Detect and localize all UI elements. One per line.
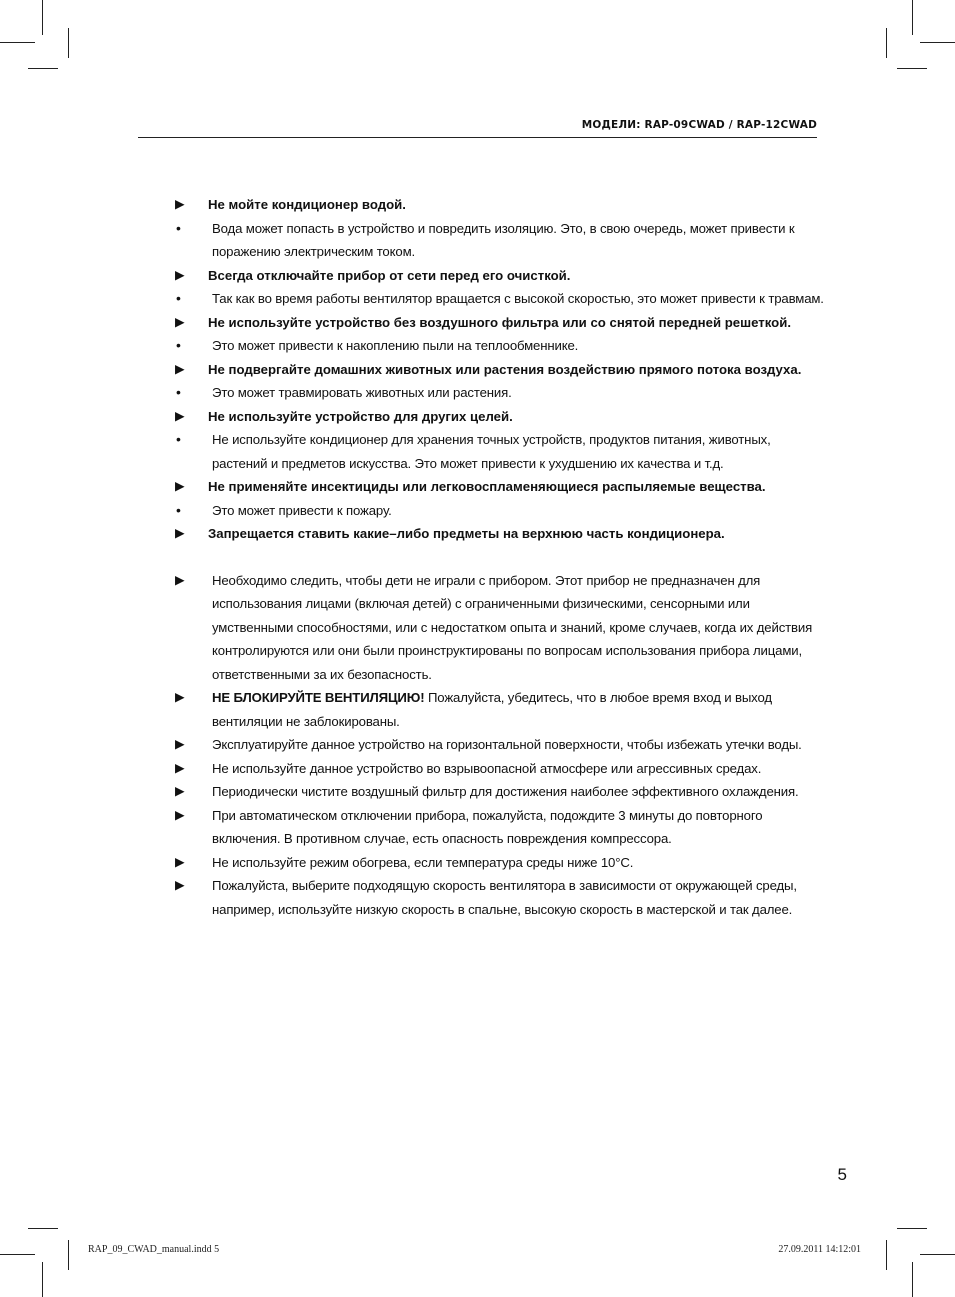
header-rule	[138, 137, 817, 138]
triangle-bullet-icon: ▶	[175, 737, 185, 751]
triangle-bullet-icon: ▶	[175, 479, 185, 493]
crop-mark	[68, 28, 69, 58]
rule-detail: • Вода может попасть в устройство и повредить изоляцию. Это, в свою очередь, может привести к поражению электрическим током.	[175, 217, 825, 264]
triangle-bullet-icon: ▶	[175, 526, 185, 540]
note-item: ▶ НЕ БЛОКИРУЙТЕ ВЕНТИЛЯЦИЮ! Пожалуйста, убедитесь, что в любое время вход и выход вентиляции не заблокированы.	[175, 686, 825, 733]
note-item: ▶ Не используйте данное устройство во взрывоопасной атмосфере или агрессивных средах.	[175, 757, 825, 781]
footer-datetime-slug: 27.09.2011 14:12:01	[778, 1244, 861, 1255]
crop-mark	[886, 1240, 887, 1270]
rule-title: ▶ Не мойте кондиционер водой.	[175, 193, 825, 217]
crop-mark	[0, 1254, 35, 1255]
dot-bullet-icon: •	[176, 501, 181, 518]
safety-content	[175, 193, 825, 921]
crop-mark	[920, 42, 955, 43]
ventilation-warning: НЕ БЛОКИРУЙТЕ ВЕНТИЛЯЦИЮ!	[212, 690, 425, 705]
dot-bullet-icon: •	[176, 290, 181, 306]
triangle-bullet-icon: ▶	[175, 878, 185, 892]
triangle-bullet-icon: ▶	[175, 572, 185, 587]
triangle-bullet-icon: ▶	[175, 807, 185, 822]
triangle-bullet-icon: ▶	[175, 267, 185, 282]
dot-bullet-icon: •	[176, 219, 181, 236]
rule-detail: • Не используйте кондиционер для хранения точных устройств, продуктов питания, животных, растений и предметов искусства. Это может привести к ухудшению их качества и т.д.	[175, 428, 825, 475]
rule-detail: • Это может привести к накоплению пыли на теплообменнике.	[175, 334, 825, 358]
rule-detail: • Это может травмировать животных или растения.	[175, 381, 825, 405]
note-item: ▶ Необходимо следить, чтобы дети не играли с прибором. Этот прибор не предназначен для использования лицами (включая детей) с ограниченными физическими, сенсорными или умственными способностями, или с недостатком опыта и знаний, кроме случаев, когда их действия контролируются или они были проинструктированы по вопросам использования прибора лицами, ответственными за их безопасность.	[175, 569, 825, 687]
crop-mark	[28, 1228, 58, 1229]
crop-mark	[42, 0, 43, 35]
section-gap	[175, 546, 825, 569]
crop-mark	[912, 0, 913, 35]
dot-bullet-icon: •	[176, 337, 181, 353]
rule-title: ▶ Не используйте устройство без воздушного фильтра или со снятой передней решеткой.	[175, 311, 825, 335]
triangle-bullet-icon: ▶	[175, 361, 185, 376]
crop-mark	[920, 1254, 955, 1255]
crop-mark	[912, 1262, 913, 1297]
note-item: ▶ Эксплуатируйте данное устройство на горизонтальной поверхности, чтобы избежать утечки воды.	[175, 733, 825, 757]
crop-mark	[897, 1228, 927, 1229]
footer-file-slug: RAP_09_CWAD_manual.indd 5	[88, 1244, 220, 1255]
dot-bullet-icon: •	[176, 431, 181, 447]
rule-title: ▶ Не подвергайте домашних животных или растения воздействию прямого потока воздуха.	[175, 358, 825, 382]
crop-mark	[886, 28, 887, 58]
page-number: 5	[837, 1165, 847, 1184]
triangle-bullet-icon: ▶	[175, 197, 185, 211]
rule-title: ▶ Запрещается ставить какие–либо предметы на верхнюю часть кондиционера.	[175, 522, 825, 546]
triangle-bullet-icon: ▶	[175, 408, 185, 423]
note-item: ▶ Не используйте режим обогрева, если температура среды ниже 10°C.	[175, 851, 825, 875]
crop-mark	[42, 1262, 43, 1297]
note-item: ▶ Периодически чистите воздушный фильтр для достижения наиболее эффективного охлаждения.	[175, 780, 825, 804]
crop-mark	[0, 42, 35, 43]
note-item: ▶ Пожалуйста, выберите подходящую скорость вентилятора в зависимости от окружающей среды, например, используйте низкую скорость в спальне, высокую скорость в мастерской и так далее.	[175, 874, 825, 921]
rule-title: ▶ Не применяйте инсектициды или легковоспламеняющиеся распыляемые вещества.	[175, 475, 825, 499]
rule-title: ▶ Всегда отключайте прибор от сети перед его очисткой.	[175, 264, 825, 288]
rule-title: ▶ Не используйте устройство для других целей.	[175, 405, 825, 429]
crop-mark	[28, 68, 58, 69]
rule-detail: • Это может привести к пожару.	[175, 499, 825, 523]
dot-bullet-icon: •	[176, 384, 181, 400]
note-item: ▶ При автоматическом отключении прибора, пожалуйста, подождите 3 минуты до повторного включения. В противном случае, есть опасность повреждения компрессора.	[175, 804, 825, 851]
models-header: МОДЕЛИ: RAP-09CWAD / RAP-12CWAD	[581, 119, 817, 131]
triangle-bullet-icon: ▶	[175, 314, 185, 329]
rule-detail: • Так как во время работы вентилятор вращается с высокой скоростью, это может привести к травмам.	[175, 287, 825, 311]
triangle-bullet-icon: ▶	[175, 690, 185, 704]
crop-mark	[897, 68, 927, 69]
triangle-bullet-icon: ▶	[175, 784, 185, 798]
crop-mark	[68, 1240, 69, 1270]
triangle-bullet-icon: ▶	[175, 854, 185, 869]
triangle-bullet-icon: ▶	[175, 760, 185, 775]
